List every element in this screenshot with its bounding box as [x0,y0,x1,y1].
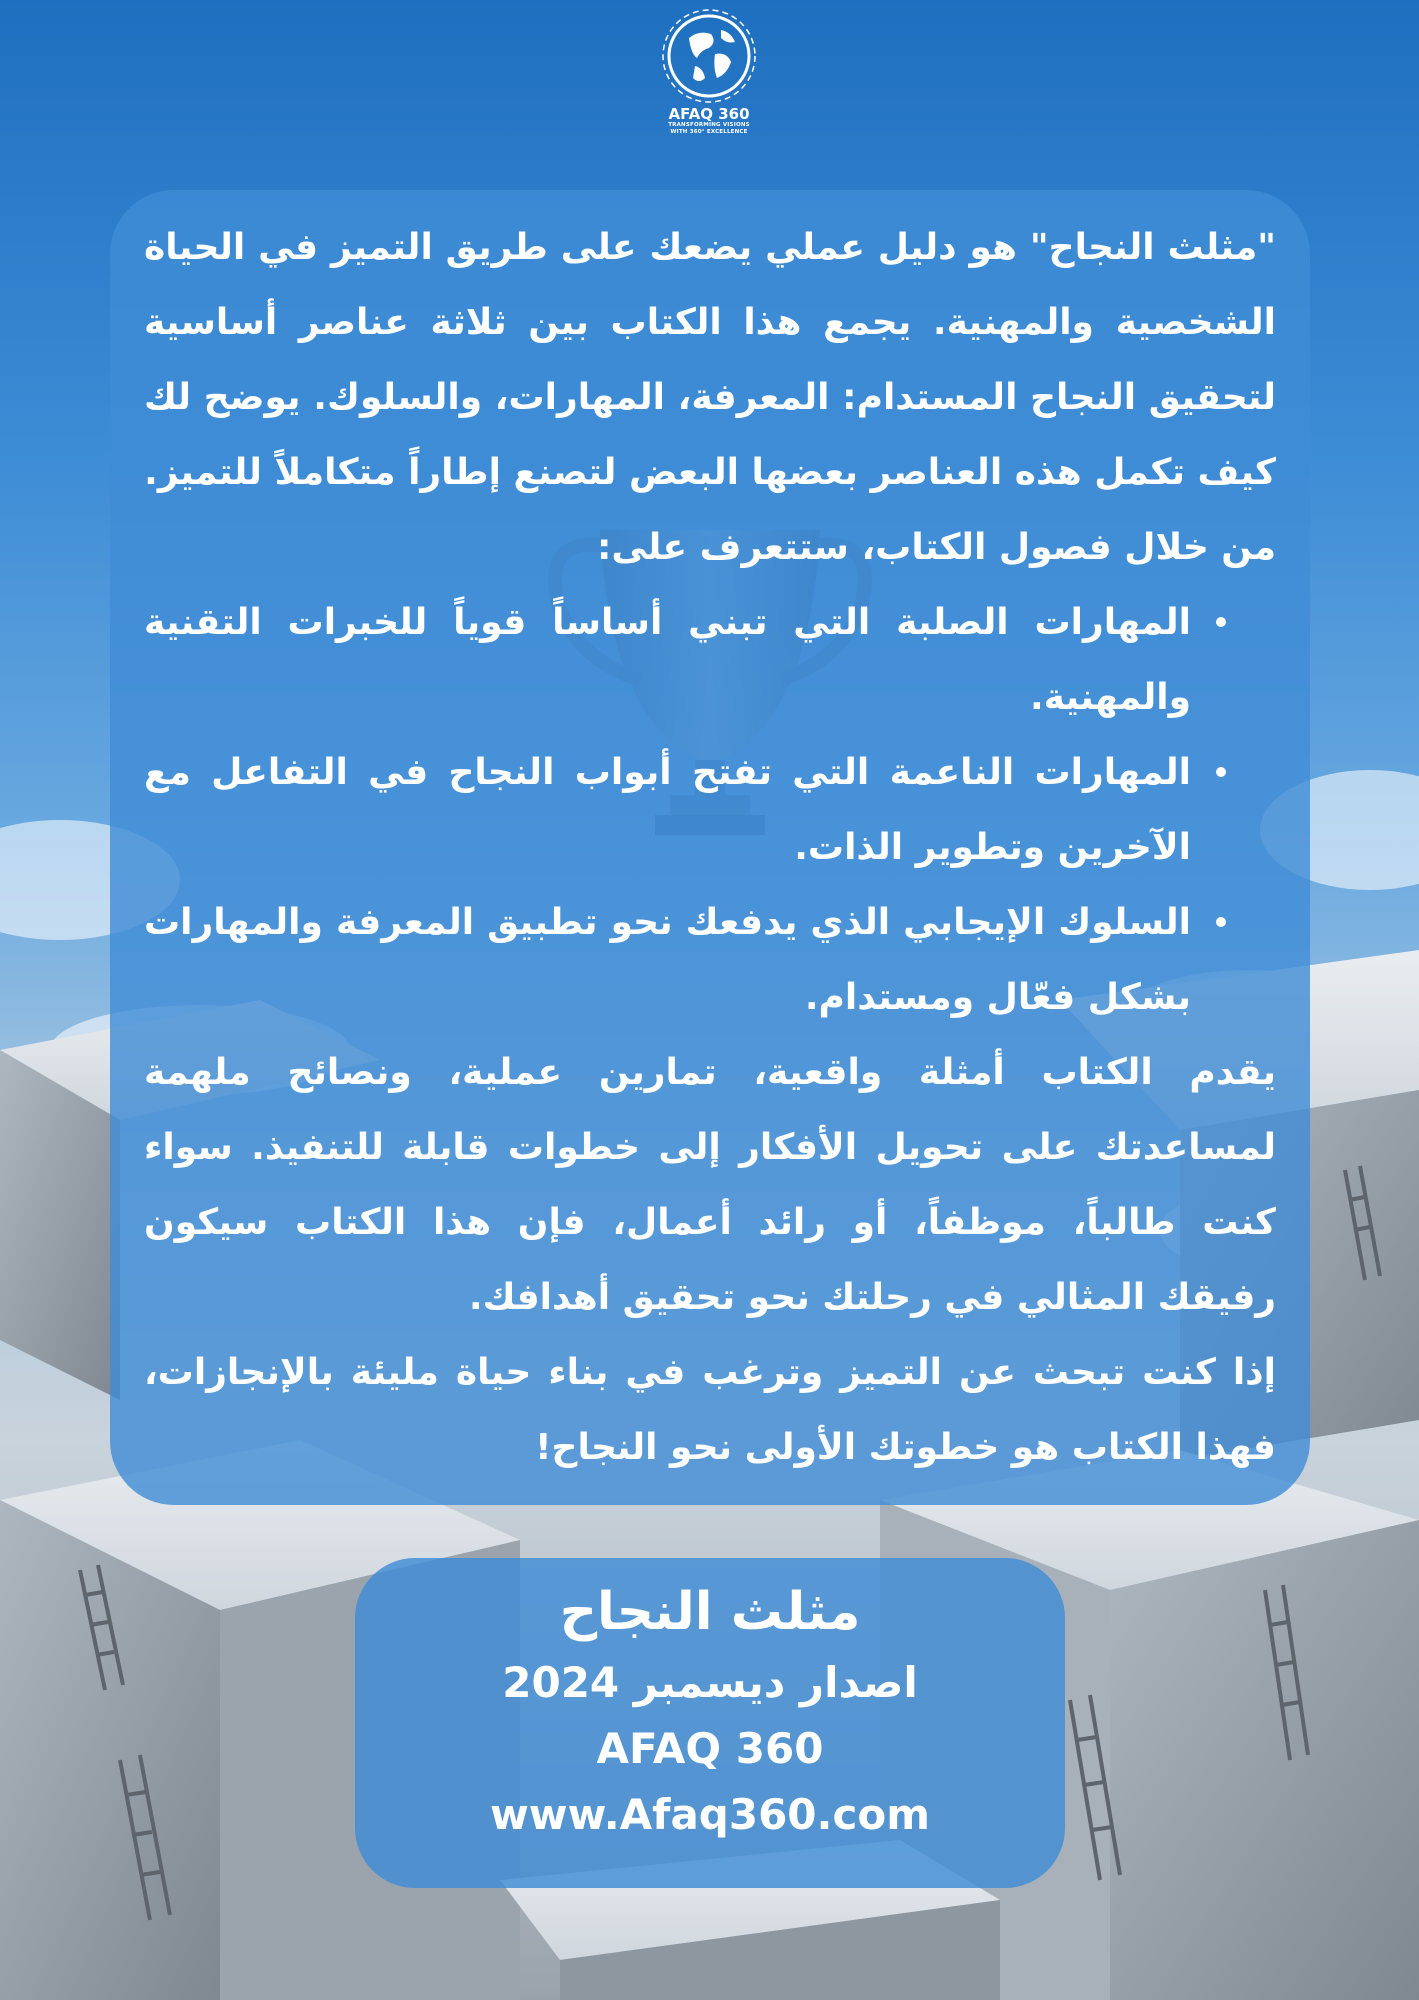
publisher-name: AFAQ 360 [596,1724,824,1773]
list-item [144,885,1276,1035]
list-item [144,585,1276,735]
edition-date: اصدار ديسمبر 2024 [502,1658,918,1707]
brand-tagline: TRANSFORMING VISIONS WITH 360° EXCELLENCE [668,122,750,135]
bullet-text: المهارات الناعمة التي تفتح أبواب النجاح في التفاعل مع الآخرين وتطوير الذات. [144,752,1191,868]
bullet-icon [1216,917,1226,927]
globe-icon [661,8,757,104]
description-card [110,190,1310,1505]
bullet-list [144,585,1276,1035]
website-link[interactable]: www.Afaq360.com [490,1790,930,1839]
body-paragraph: يقدم الكتاب أمثلة واقعية، تمارين عملية، ونصائح ملهمة لمساعدتك على تحويل الأفكار إلى خطوات قابلة للتنفيذ. سواء كنت طالباً، موظفاً، أو رائد أعمال، فإن هذا الكتاب سيكون رفيقك المثالي في رحلتك نحو تحقيق أهدافك. [144,1052,1276,1318]
closing-paragraph: إذا كنت تبحث عن التميز وترغب في بناء حياة مليئة بالإنجازات، فهذا الكتاب هو خطوتك الأولى نحو النجاح! [144,1352,1276,1468]
intro-paragraph: "مثلث النجاح" هو دليل عملي يضعك على طريق التميز في الحياة الشخصية والمهنية. يجمع هذا الكتاب بين ثلاثة عناصر أساسية لتحقيق النجاح المستدام: المعرفة، المهارات، والسلوك. يوضح لك كيف تكمل هذه العناصر بعضها البعض لتصنع إطاراً متكاملاً للتميز. [144,227,1276,493]
list-item [144,735,1276,885]
brand-logo [659,8,759,136]
lead-paragraph: من خلال فصول الكتاب، ستتعرف على: [596,527,1276,568]
bullet-text: السلوك الإيجابي الذي يدفعك نحو تطبيق المعرفة والمهارات بشكل فعّال ومستدام. [144,902,1191,1018]
bullet-text: المهارات الصلبة التي تبني أساساً قوياً للخبرات التقنية والمهنية. [144,602,1191,718]
bullet-icon [1216,767,1226,777]
bullet-icon [1216,617,1226,627]
book-info-card [355,1558,1065,1888]
book-title: مثلث النجاح [559,1582,861,1642]
brand-name: AFAQ 360 [668,105,750,123]
